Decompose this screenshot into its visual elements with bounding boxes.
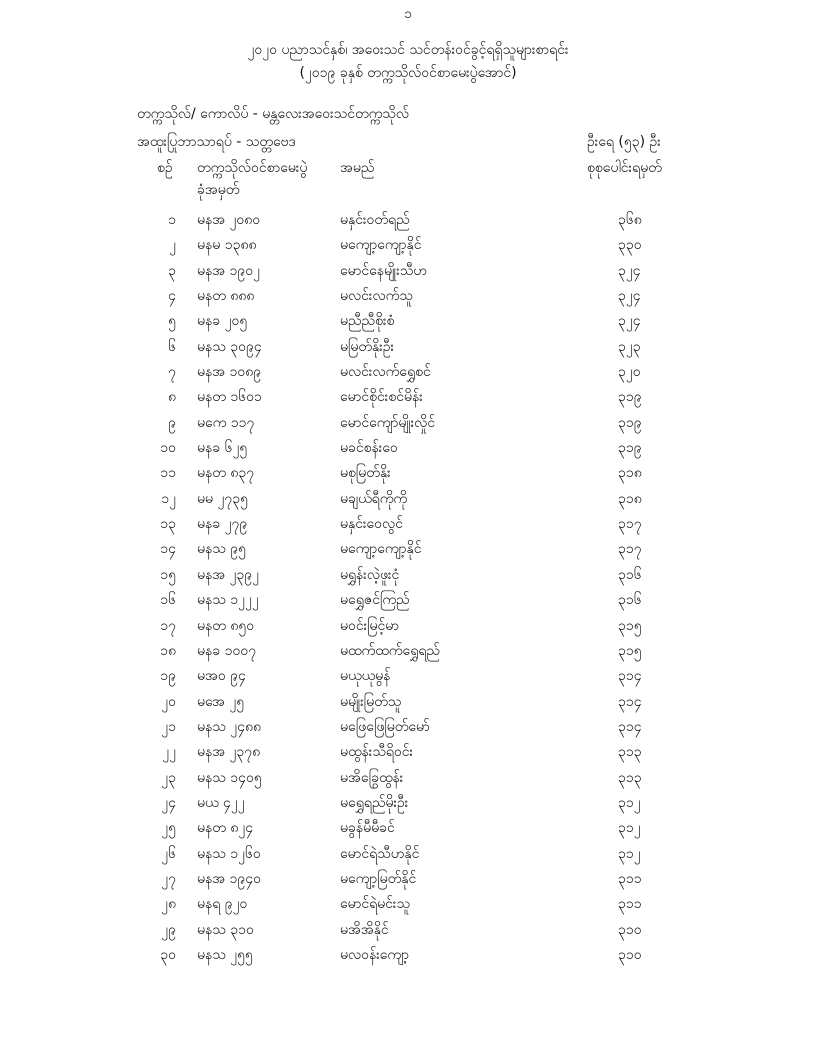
roll-number: မနတ ၈၅၀ bbox=[197, 617, 255, 634]
table-row bbox=[0, 614, 816, 639]
total-marks: ၃၁၁ bbox=[618, 870, 642, 887]
roll-number: မယ ၄၂၂ bbox=[197, 794, 245, 811]
roll-number: မအေ ၂၅ bbox=[197, 693, 245, 710]
total-marks: ၃၁၃ bbox=[618, 769, 642, 786]
table-row bbox=[0, 867, 816, 892]
table-row bbox=[0, 639, 816, 664]
total-marks: ၃၆၈ bbox=[618, 212, 642, 228]
row-number: ၆ bbox=[168, 338, 176, 355]
student-name: မစုမြတ်နိုး bbox=[340, 465, 391, 482]
student-name: မမျိုးမြတ်သူ bbox=[340, 693, 402, 710]
row-number: ၁၀ bbox=[160, 440, 176, 457]
student-name: မရွှေရည်မိုးဦး bbox=[340, 794, 409, 811]
student-name: မနှင်းဝေလွင် bbox=[340, 516, 403, 533]
total-marks: ၃၂၃ bbox=[618, 338, 641, 355]
row-number: ၅ bbox=[168, 313, 176, 330]
student-name: မဝင်းမြင့်မာ bbox=[340, 617, 400, 634]
row-number: ၁၅ bbox=[160, 566, 176, 583]
course-label: အထူးပြုဘာသာရပ် - သတ္တဗေဒ bbox=[137, 134, 296, 150]
total-marks: ၃၁၃ bbox=[618, 744, 642, 761]
table-row bbox=[0, 918, 816, 943]
student-name: မမြတ်နိုးဦး bbox=[340, 338, 395, 355]
table-row bbox=[0, 259, 816, 284]
header-number: စဉ် bbox=[157, 160, 173, 176]
student-name: မထွန်းသီရိဝင်း bbox=[340, 744, 414, 761]
roll-number: မနသ ၂၅၅ bbox=[197, 946, 253, 963]
total-marks: ၃၁၅ bbox=[618, 642, 642, 659]
total-marks: ၃၁၂ bbox=[618, 820, 641, 837]
student-name: မချယ်ရီကိုကို bbox=[340, 490, 408, 507]
table-row bbox=[0, 233, 816, 258]
total-marks: ၃၁၄ bbox=[618, 668, 642, 685]
total-marks: ၃၂၄ bbox=[618, 262, 641, 279]
roll-number: မနအ ၂၃၉၂ bbox=[197, 566, 260, 583]
table-row bbox=[0, 664, 816, 689]
table-row bbox=[0, 335, 816, 360]
student-name: မယုယုမွန် bbox=[340, 668, 391, 685]
header-roll-number-line2: ခုံအမှတ် bbox=[197, 182, 240, 198]
student-name: မကျော့ကျော့နိုင် bbox=[340, 237, 422, 254]
total-marks: ၃၂၄ bbox=[618, 288, 641, 305]
row-number: ၁၃ bbox=[160, 516, 176, 533]
document-title: ၂၀၂၀ ပညာသင်နှစ်၊ အဝေးသင် သင်တန်းဝင်ခွင့်ရရှိသူများစာရင်း bbox=[247, 42, 569, 58]
row-number: ၁ bbox=[168, 212, 176, 228]
roll-number: မနသ ၁၂၆၀ bbox=[197, 845, 261, 862]
total-marks: ၃၁၀ bbox=[618, 946, 642, 963]
row-number: ၂၃ bbox=[161, 769, 176, 786]
roll-number: မနတ ၈၈၈ bbox=[197, 288, 255, 305]
roll-number: မနအ ၁၉၀၂ bbox=[197, 262, 261, 279]
roll-number: မမ ၂၇၃၅ bbox=[197, 490, 248, 507]
student-name: မအိအိနိုင် bbox=[340, 921, 389, 938]
total-marks: ၃၁၇ bbox=[618, 541, 642, 558]
row-number: ၁၆ bbox=[160, 592, 176, 609]
roll-number: မနသ ၃၁၀ bbox=[197, 921, 254, 938]
table-row bbox=[0, 690, 816, 715]
student-name: မောင်နေမျိုးသီဟ bbox=[340, 262, 427, 279]
roll-number: မနအ ၁၉၄၀ bbox=[197, 870, 262, 887]
row-number: ၂၉ bbox=[161, 921, 176, 938]
total-marks: ၃၁၆ bbox=[618, 566, 642, 583]
student-name: မခွန်မီမီခင် bbox=[340, 820, 395, 837]
total-marks: ၃၁၄ bbox=[618, 718, 642, 735]
student-name: မရွှန်းလဲ့ဖူးငုံ bbox=[340, 566, 400, 583]
table-row bbox=[0, 943, 816, 968]
total-marks: ၃၁၂ bbox=[618, 845, 641, 862]
total-count: ဦးရေ (၅၃) ဦး bbox=[587, 134, 661, 150]
roll-number: မနတ ၈၂၄ bbox=[197, 820, 254, 837]
table-row bbox=[0, 461, 816, 486]
row-number: ၁၁ bbox=[160, 465, 176, 482]
table-row bbox=[0, 360, 816, 385]
table-row bbox=[0, 842, 816, 867]
row-number: ၃ bbox=[168, 262, 176, 279]
row-number: ၉ bbox=[168, 414, 176, 431]
student-list bbox=[0, 208, 816, 968]
total-marks: ၃၁၈ bbox=[618, 490, 642, 507]
total-marks: ၃၁၉ bbox=[618, 389, 642, 406]
roll-number: မနသ ၂၄၈၈ bbox=[197, 718, 261, 735]
row-number: ၂၆ bbox=[161, 845, 176, 862]
roll-number: မနရ ၉၂၀ bbox=[197, 896, 248, 913]
student-name: မောင်ကျော်မျိုးလှိုင် bbox=[340, 414, 436, 431]
row-number: ၁၇ bbox=[160, 617, 176, 634]
student-name: မလဝန်းကျော့ bbox=[340, 946, 410, 963]
row-number: ၁၄ bbox=[160, 541, 176, 558]
student-name: မထက်ထက်ရွှေရည် bbox=[340, 642, 440, 659]
row-number: ၂၁ bbox=[161, 718, 176, 735]
row-number: ၂ bbox=[169, 237, 176, 254]
table-row bbox=[0, 436, 816, 461]
table-row bbox=[0, 791, 816, 816]
row-number: ၂၈ bbox=[161, 896, 176, 913]
student-name: မောင်စိုင်းစင်မိန်း bbox=[340, 389, 423, 406]
table-row bbox=[0, 385, 816, 410]
roll-number: မနသ ၁၂၂၂ bbox=[197, 592, 259, 609]
table-row bbox=[0, 766, 816, 791]
total-marks: ၃၁၇ bbox=[618, 516, 642, 533]
table-row bbox=[0, 284, 816, 309]
row-number: ၇ bbox=[168, 364, 176, 381]
table-row bbox=[0, 563, 816, 588]
student-name: မညီညီစိုးစံ bbox=[340, 313, 395, 330]
total-marks: ၃၁၀ bbox=[618, 921, 642, 938]
table-row bbox=[0, 892, 816, 917]
table-row bbox=[0, 537, 816, 562]
row-number: ၁၉ bbox=[160, 668, 176, 685]
table-row bbox=[0, 512, 816, 537]
row-number: ၁၂ bbox=[161, 490, 176, 507]
roll-number: မအဝ ၉၄ bbox=[197, 668, 246, 685]
student-name: မောင်ရဲသီဟနိုင် bbox=[340, 845, 420, 862]
roll-number: မနသ ၃၀၉၄ bbox=[197, 338, 262, 355]
student-name: မောင်ရဲမင်းသူ bbox=[340, 896, 411, 913]
table-row bbox=[0, 588, 816, 613]
roll-number: မနခ ၂၀၅ bbox=[197, 313, 248, 330]
row-number: ၂၅ bbox=[161, 820, 176, 837]
total-marks: ၃၁၄ bbox=[618, 693, 642, 710]
roll-number: မနခ ၂၇၉ bbox=[197, 516, 248, 533]
roll-number: မနသ ၁၄၀၅ bbox=[197, 769, 262, 786]
student-name: မနှင်းဝတ်ရည် bbox=[340, 212, 410, 228]
total-marks: ၃၁၈ bbox=[618, 465, 642, 482]
total-marks: ၃၂၄ bbox=[618, 313, 641, 330]
roll-number: မနအ ၁၀၈၉ bbox=[197, 364, 262, 381]
student-name: မလင်းလက်ရွှေစင် bbox=[340, 364, 431, 381]
page-number: ၁ bbox=[404, 6, 412, 22]
total-marks: ၃၂၀ bbox=[618, 364, 641, 381]
total-marks: ၃၁၉ bbox=[618, 440, 642, 457]
total-marks: ၃၁၂ bbox=[618, 794, 641, 811]
document-subtitle: (၂၀၁၉ ခုနှစ် တက္ကသိုလ်ဝင်စာမေးပွဲအောင်) bbox=[299, 65, 517, 81]
table-row bbox=[0, 309, 816, 334]
total-marks: ၃၁၅ bbox=[618, 617, 642, 634]
row-number: ၂၄ bbox=[161, 794, 176, 811]
table-row bbox=[0, 715, 816, 740]
roll-number: မနခ ၆၂၅ bbox=[197, 440, 248, 457]
student-name: မကျော့ကျော့နိုင် bbox=[340, 541, 422, 558]
header-total-marks: စုစုပေါင်းရမှတ် bbox=[587, 160, 662, 176]
row-number: ၂၀ bbox=[161, 693, 176, 710]
roll-number: မနခ ၁၀၀၇ bbox=[197, 642, 257, 659]
student-name: မခင်စန်းဝေ bbox=[340, 440, 398, 457]
roll-number: မနအ ၂၃၇၈ bbox=[197, 744, 261, 761]
student-name: မရွှေဇင်ကြည် bbox=[340, 592, 410, 609]
student-name: မဖြေဖြေမြတ်မော် bbox=[340, 718, 430, 735]
header-roll-number: တက္ကသိုလ်ဝင်စာမေးပွဲ bbox=[197, 160, 308, 176]
student-name: မကျော့မြတ်နိုင် bbox=[340, 870, 417, 887]
row-number: ၃၀ bbox=[160, 946, 176, 963]
table-row bbox=[0, 208, 816, 233]
header-name: အမည် bbox=[340, 160, 375, 176]
roll-number: မကေ ၁၁၇ bbox=[197, 414, 255, 431]
university-label: တက္ကသိုလ်/ ကောလိပ် - မန္တလေးအဝေးသင်တက္ကသိုလ် bbox=[137, 106, 409, 122]
total-marks: ၃၁၉ bbox=[618, 414, 642, 431]
roll-number: မနတ ၈၃၇ bbox=[197, 465, 255, 482]
total-marks: ၃၁၆ bbox=[618, 592, 642, 609]
table-row bbox=[0, 487, 816, 512]
row-number: ၂၇ bbox=[161, 870, 176, 887]
roll-number: မနတ ၁၆၀၁ bbox=[197, 389, 262, 406]
roll-number: မနမ ၁၃၈၈ bbox=[197, 237, 257, 254]
student-name: မအိခြွေထွန်း bbox=[340, 769, 404, 786]
table-row bbox=[0, 816, 816, 841]
table-row bbox=[0, 740, 816, 765]
roll-number: မနသ ၉၅ bbox=[197, 541, 246, 558]
student-name: မလင်းလက်သူ bbox=[340, 288, 413, 305]
table-row bbox=[0, 411, 816, 436]
total-marks: ၃၁၁ bbox=[618, 896, 642, 913]
row-number: ၄ bbox=[168, 288, 176, 305]
row-number: ၈ bbox=[168, 389, 176, 406]
row-number: ၂၂ bbox=[162, 744, 176, 761]
row-number: ၁၈ bbox=[160, 642, 176, 659]
total-marks: ၃၃၀ bbox=[618, 237, 642, 254]
roll-number: မနအ ၂၀၈၀ bbox=[197, 212, 261, 228]
